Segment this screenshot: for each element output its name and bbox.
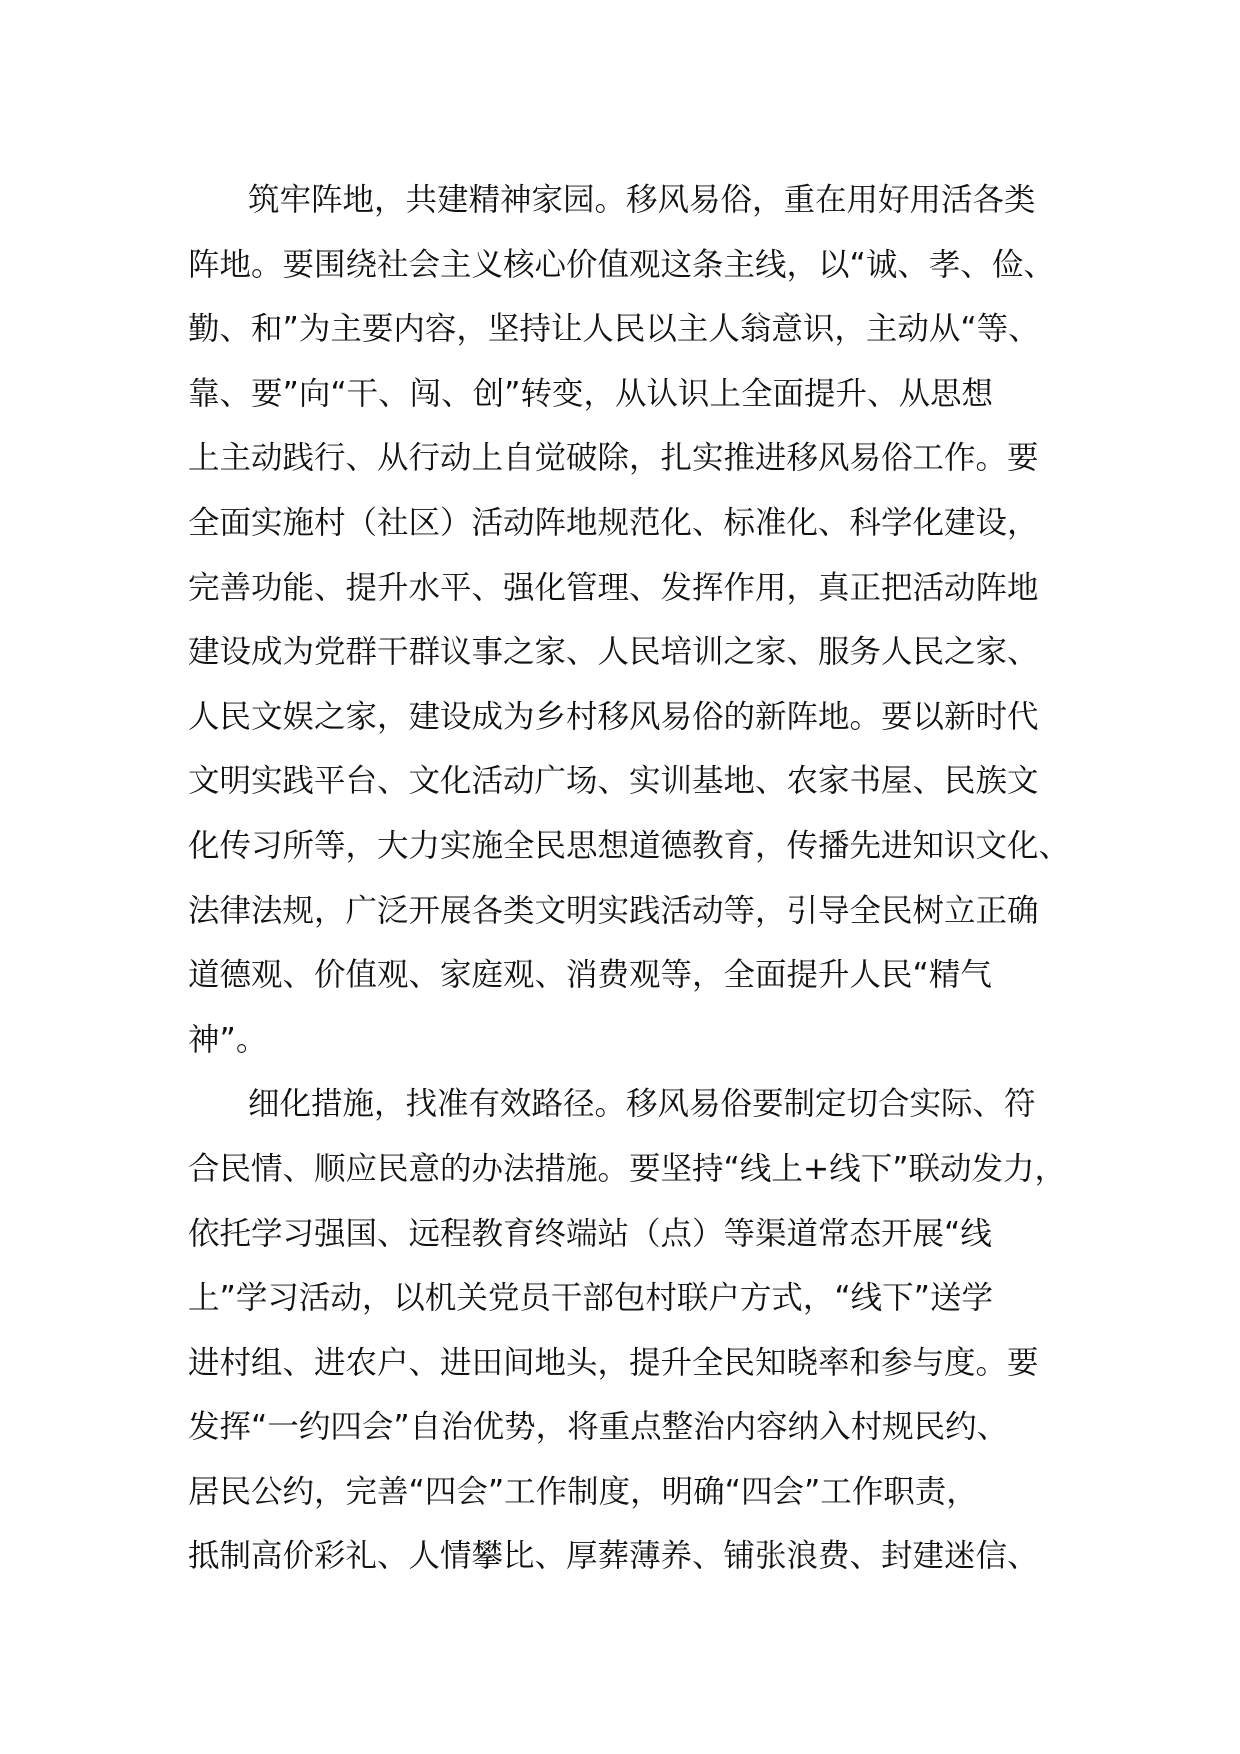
paragraph xyxy=(188,1072,1088,1589)
text-line: 靠、要”向“干、闯、创”转变，从认识上全面提升、从思想 xyxy=(188,375,993,412)
text-line: 完善功能、提升水平、强化管理、发挥作用，真正把活动阵地 xyxy=(188,569,1039,606)
text-line: 建设成为党群干群议事之家、人民培训之家、服务人民之家、 xyxy=(188,634,1039,671)
text-line: 合民情、顺应民意的办法措施。要坚持“线上+线下”联动发力， xyxy=(188,1150,1067,1187)
text-line: 进村组、进农户、进田间地头，提升全民知晓率和参与度。要 xyxy=(188,1344,1039,1381)
text-line: 勤、和”为主要内容，坚持让人民以主人翁意识，主动从“等、 xyxy=(188,311,1040,348)
text-line: 发挥“一约四会”自治优势，将重点整治内容纳入村规民约、 xyxy=(188,1409,1009,1446)
text-line: 道德观、价值观、家庭观、消费观等，全面提升人民“精气 xyxy=(188,957,992,994)
text-line: 上主动践行、从行动上自觉破除，扎实推进移风易俗工作。要 xyxy=(188,440,1039,477)
text-line: 文明实践平台、文化活动广场、实训基地、农家书屋、民族文 xyxy=(188,763,1039,800)
text-line: 上”学习活动，以机关党员干部包村联户方式，“线下”送学 xyxy=(188,1280,993,1317)
text-line: 人民文娱之家，建设成为乡村移风易俗的新阵地。要以新时代 xyxy=(188,698,1039,735)
text-line: 依托学习强国、远程教育终端站（点）等渠道常态开展“线 xyxy=(188,1215,992,1252)
paragraph xyxy=(188,168,1088,1072)
text-line: 抵制高价彩礼、人情攀比、厚葬薄养、铺张浪费、封建迷信、 xyxy=(188,1538,1039,1575)
text-line: 化传习所等，大力实施全民思想道德教育，传播先进知识文化、 xyxy=(188,827,1071,864)
text-line: 神”。 xyxy=(188,1021,268,1058)
text-line: 居民公约，完善“四会”工作制度，明确“四会”工作职责， xyxy=(188,1473,978,1510)
text-line: 全面实施村（社区）活动阵地规范化、标准化、科学化建设， xyxy=(188,504,1039,541)
text-line: 筑牢阵地，共建精神家园。移风易俗，重在用好用活各类 xyxy=(248,182,1036,218)
text-line: 阵地。要围绕社会主义核心价值观这条主线，以“诚、孝、俭、 xyxy=(188,246,1055,283)
text-line: 细化措施，找准有效路径。移风易俗要制定切合实际、符 xyxy=(248,1086,1036,1123)
text-line: 法律法规，广泛开展各类文明实践活动等，引导全民树立正确 xyxy=(188,892,1039,929)
document-body xyxy=(188,168,1088,1589)
